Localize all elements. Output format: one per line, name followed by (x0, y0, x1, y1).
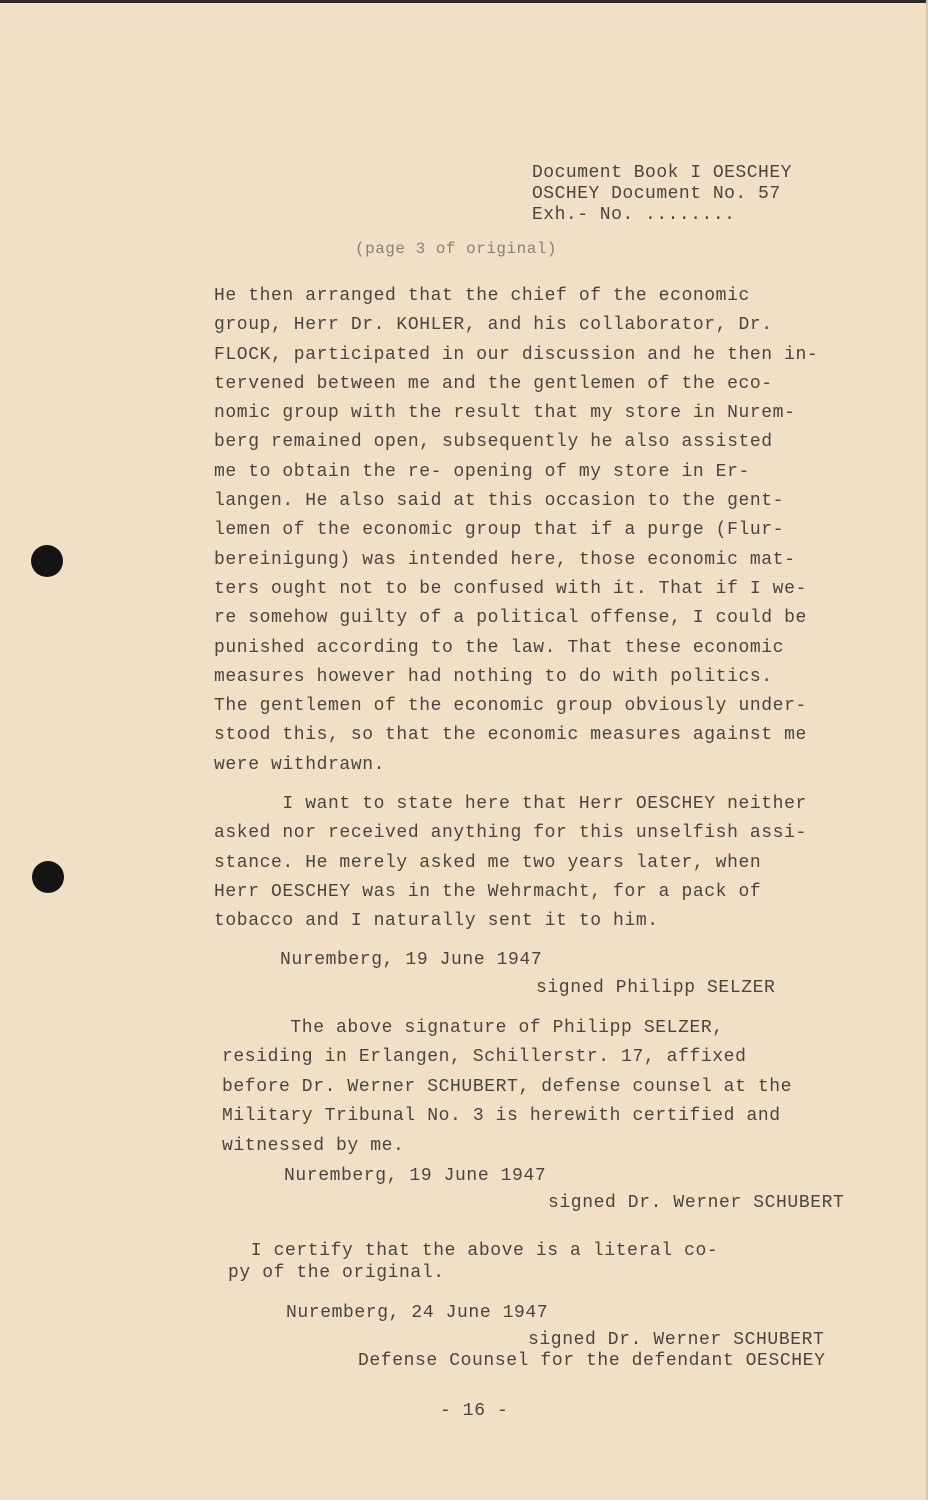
text-line: were withdrawn. (214, 754, 386, 775)
place-date-certification: Nuremberg, 19 June 1947 (284, 1166, 547, 1186)
header-book-line: Document Book I OESCHEY (532, 163, 792, 183)
text-line: The gentlemen of the economic group obviously under- (214, 696, 807, 717)
document-header (532, 163, 792, 226)
scan-top-edge (0, 0, 928, 3)
punch-hole-top (31, 545, 63, 577)
paragraph-3 (222, 1014, 862, 1161)
text-line: FLOCK, participated in our discussion and he then in- (214, 344, 819, 365)
text-line: Military Tribunal No. 3 is herewith certified and (222, 1106, 781, 1127)
signature-defense-counsel: signed Dr. Werner SCHUBERT (528, 1330, 825, 1350)
text-line: re somehow guilty of a political offense, I could be (214, 608, 807, 629)
text-line: tobacco and I naturally sent it to him. (214, 911, 659, 932)
paragraph-1 (214, 282, 854, 780)
text-line: stood this, so that the economic measures against me (214, 725, 807, 746)
text-line: lemen of the economic group that if a purge (Flur- (214, 520, 785, 541)
text-line: measures however had nothing to do with politics. (214, 666, 773, 687)
text-line: I certify that the above is a literal co- (228, 1241, 719, 1261)
text-line: group, Herr Dr. KOHLER, and his collaborator, Dr. (214, 315, 773, 336)
text-line: Herr OESCHEY was in the Wehrmacht, for a pack of (214, 881, 762, 902)
text-line: I want to state here that Herr OESCHEY neither (214, 794, 807, 814)
paragraph-2 (214, 790, 854, 936)
header-document-number: OSCHEY Document No. 57 (532, 184, 781, 204)
page-number: - 16 - (440, 1401, 509, 1421)
text-line: py of the original. (228, 1263, 445, 1283)
place-date-copy-certification: Nuremberg, 24 June 1947 (286, 1303, 549, 1323)
text-line: He then arranged that the chief of the economic (214, 286, 750, 306)
text-line: nomic group with the result that my store in Nurem- (214, 403, 796, 424)
text-line: bereinigung) was intended here, those economic mat- (214, 549, 796, 570)
text-line: tervened between me and the gentlemen of the eco- (214, 373, 773, 394)
text-line: langen. He also said at this occasion to the gent- (214, 491, 785, 512)
signature-title: Defense Counsel for the defendant OESCHEY (358, 1351, 826, 1371)
text-line: punished according to the law. That these economic (214, 637, 785, 658)
place-date-affiant: Nuremberg, 19 June 1947 (280, 950, 543, 970)
text-line: asked nor received anything for this unselfish assi- (214, 823, 807, 844)
text-line: ters ought not to be confused with it. That if I we- (214, 578, 807, 599)
text-line: stance. He merely asked me two years later, when (214, 852, 762, 873)
text-line: residing in Erlangen, Schillerstr. 17, affixed (222, 1047, 747, 1068)
text-line: witnessed by me. (222, 1135, 405, 1156)
text-line: me to obtain the re- opening of my store in Er- (214, 461, 750, 482)
punch-hole-bottom (32, 861, 64, 893)
signature-affiant: signed Philipp SELZER (536, 978, 776, 998)
signature-certifier: signed Dr. Werner SCHUBERT (548, 1193, 845, 1213)
original-page-note: (page 3 of original) (355, 240, 558, 258)
header-exhibit-number: Exh.- No. ........ (532, 205, 736, 225)
text-line: berg remained open, subsequently he also assisted (214, 432, 773, 453)
paragraph-4 (228, 1240, 718, 1284)
text-line: The above signature of Philipp SELZER, (222, 1018, 724, 1038)
text-line: before Dr. Werner SCHUBERT, defense counsel at the (222, 1076, 793, 1097)
